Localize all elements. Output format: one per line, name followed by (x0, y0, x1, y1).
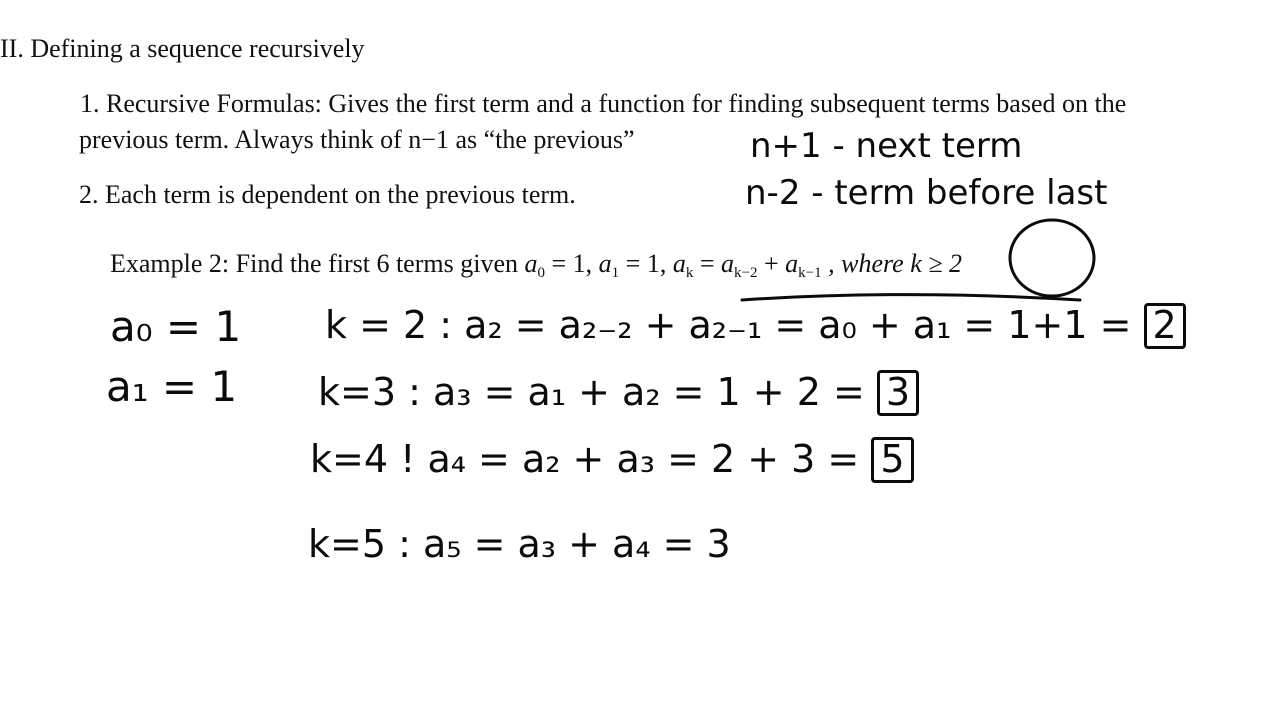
row-k4-expr: a₄ = a₂ + a₃ = 2 + 3 = (427, 437, 860, 481)
row-k3-expr: a₃ = a₁ + a₂ = 1 + 2 = (433, 370, 865, 414)
row-k3-label: k=3 : (318, 370, 421, 414)
where-text: , where (821, 249, 911, 278)
condition: k ≥ 2 (910, 249, 963, 278)
ak1-sub: k−1 (798, 265, 822, 281)
section-title: II. Defining a sequence recursively (0, 34, 365, 63)
row-k5-expr: a₅ = a₃ + a₄ = 3 (423, 522, 731, 566)
item-1-line-1: 1. Recursive Formulas: Gives the first term and a function for finding subsequent terms based on the (80, 89, 1127, 118)
row-k4-label: k=4 ! (310, 437, 416, 481)
example-underline (742, 295, 1080, 300)
a1-sub: 1 (611, 265, 620, 281)
item-1-line-2: previous term. Always think of n−1 as “the previous” (79, 125, 635, 154)
a0-symbol: a (524, 249, 538, 278)
note-term-before-last: n-2 - term before last (745, 173, 1108, 213)
plus: + (757, 249, 786, 278)
row-k3-result: 3 (877, 370, 919, 416)
a0-sub: 0 (537, 265, 545, 281)
item-2: 2. Each term is dependent on the previous term. (79, 180, 576, 209)
ak2-symbol: a (721, 249, 735, 278)
given-a1: a₁ = 1 (106, 362, 238, 411)
a1-value: = 1, (619, 249, 673, 278)
row-k2-label: k = 2 : (325, 303, 453, 347)
row-k2-expr: a₂ = a₂₋₂ + a₂₋₁ = a₀ + a₁ = 1+1 = (464, 303, 1132, 347)
given-a0: a₀ = 1 (110, 302, 242, 351)
ak-sub: k (685, 265, 694, 281)
condition-circle (1010, 220, 1094, 296)
example-lead: Example 2: Find the first 6 terms given (110, 249, 525, 278)
ak2-sub: k−2 (734, 265, 758, 281)
a1-symbol: a (598, 249, 612, 278)
row-k5-label: k=5 : (308, 522, 411, 566)
row-k4-result: 5 (871, 437, 913, 483)
a0-value: = 1, (545, 249, 599, 278)
equals: = (693, 249, 722, 278)
note-next-term: n+1 - next term (750, 126, 1023, 166)
ak-symbol: a (672, 249, 686, 278)
ak1-symbol: a (785, 249, 799, 278)
row-k2-result: 2 (1144, 303, 1186, 349)
